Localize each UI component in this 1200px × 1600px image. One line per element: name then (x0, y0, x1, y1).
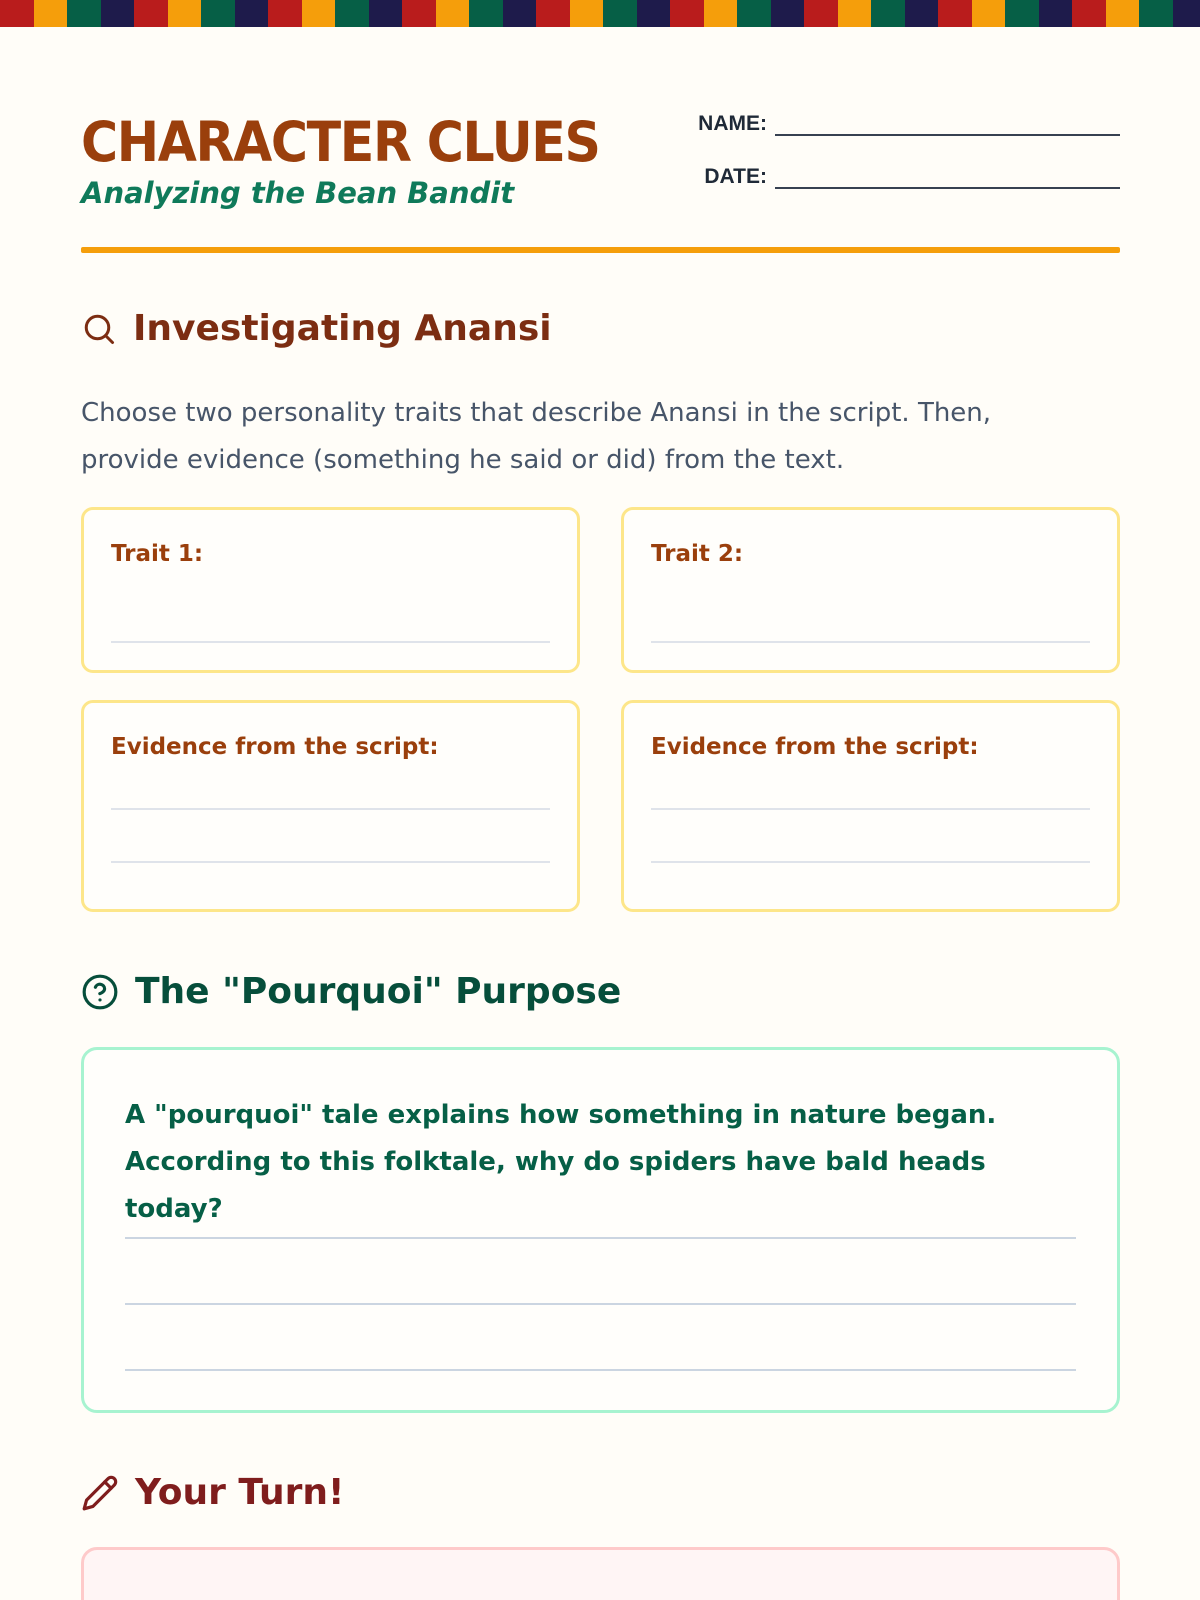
stripe-block (201, 0, 235, 27)
stripe-block (168, 0, 202, 27)
stripe-block (436, 0, 470, 27)
stripe-block (1173, 0, 1200, 27)
evidence-2-box[interactable] (621, 700, 1120, 912)
stripe-block (134, 0, 168, 27)
stripe-block (804, 0, 838, 27)
stripe-block (938, 0, 972, 27)
stripe-block (536, 0, 570, 27)
stripe-block (34, 0, 68, 27)
stripe-block (1139, 0, 1173, 27)
stripe-block (670, 0, 704, 27)
date-blank-line[interactable] (775, 169, 1120, 189)
stripe-block (67, 0, 101, 27)
search-icon (81, 311, 117, 347)
section-heading-text: Your Turn! (135, 1472, 345, 1513)
stripe-block (369, 0, 403, 27)
answer-line[interactable] (111, 861, 550, 863)
stripe-block (871, 0, 905, 27)
section-heading-your-turn (81, 1472, 344, 1513)
page-subtitle: Analyzing the Bean Bandit (81, 176, 515, 210)
evidence-2-label: Evidence from the script: (651, 734, 979, 760)
pencil-icon (81, 1474, 119, 1512)
pourquoi-question-box[interactable] (81, 1047, 1120, 1413)
stripe-block (603, 0, 637, 27)
evidence-1-box[interactable] (81, 700, 580, 912)
stripe-block (1072, 0, 1106, 27)
stripe-block (469, 0, 503, 27)
name-field[interactable] (698, 112, 1120, 136)
answer-line[interactable] (111, 641, 550, 643)
page-title: CHARACTER CLUES (81, 110, 600, 174)
stripe-block (637, 0, 671, 27)
trait-1-label: Trait 1: (111, 541, 204, 567)
section-heading-pourquoi (81, 971, 621, 1012)
pourquoi-prompt: A "pourquoi" tale explains how something in nature began. According to this folktale, why do spiders have bald heads today? (125, 1100, 997, 1224)
stripe-block (0, 0, 34, 27)
stripe-block (570, 0, 604, 27)
decorative-stripe-border (0, 0, 1200, 27)
stripe-block (838, 0, 872, 27)
name-blank-line[interactable] (775, 116, 1120, 136)
instructions-text: Choose two personality traits that describe Anansi in the script. Then, provide evidence (something he said or did) from the text. (81, 398, 992, 475)
answer-line[interactable] (651, 861, 1090, 863)
trait-1-box[interactable] (81, 507, 580, 673)
date-field[interactable] (704, 165, 1120, 189)
stripe-block (335, 0, 369, 27)
name-label: NAME: (698, 112, 767, 135)
stripe-block (771, 0, 805, 27)
answer-line[interactable] (125, 1237, 1076, 1239)
answer-line[interactable] (125, 1369, 1076, 1371)
stripe-block (704, 0, 738, 27)
question-circle-icon (81, 973, 119, 1011)
worksheet-header (81, 110, 1120, 250)
stripe-block (905, 0, 939, 27)
stripe-block (268, 0, 302, 27)
answer-line[interactable] (111, 808, 550, 810)
stripe-block (972, 0, 1006, 27)
stripe-block (235, 0, 269, 27)
evidence-1-label: Evidence from the script: (111, 734, 439, 760)
section-heading-text: The "Pourquoi" Purpose (135, 971, 622, 1012)
trait-2-box[interactable] (621, 507, 1120, 673)
answer-line[interactable] (651, 641, 1090, 643)
stripe-block (402, 0, 436, 27)
trait-2-label: Trait 2: (651, 541, 744, 567)
date-label: DATE: (704, 165, 767, 188)
stripe-block (1039, 0, 1073, 27)
stripe-block (101, 0, 135, 27)
stripe-block (302, 0, 336, 27)
stripe-block (737, 0, 771, 27)
section-heading-text: Investigating Anansi (133, 308, 552, 349)
stripe-block (1005, 0, 1039, 27)
stripe-block (503, 0, 537, 27)
section-heading-investigating (81, 308, 552, 349)
your-turn-box[interactable] (81, 1547, 1120, 1600)
answer-line[interactable] (125, 1303, 1076, 1305)
stripe-block (1106, 0, 1140, 27)
answer-line[interactable] (651, 808, 1090, 810)
header-divider (81, 247, 1120, 253)
